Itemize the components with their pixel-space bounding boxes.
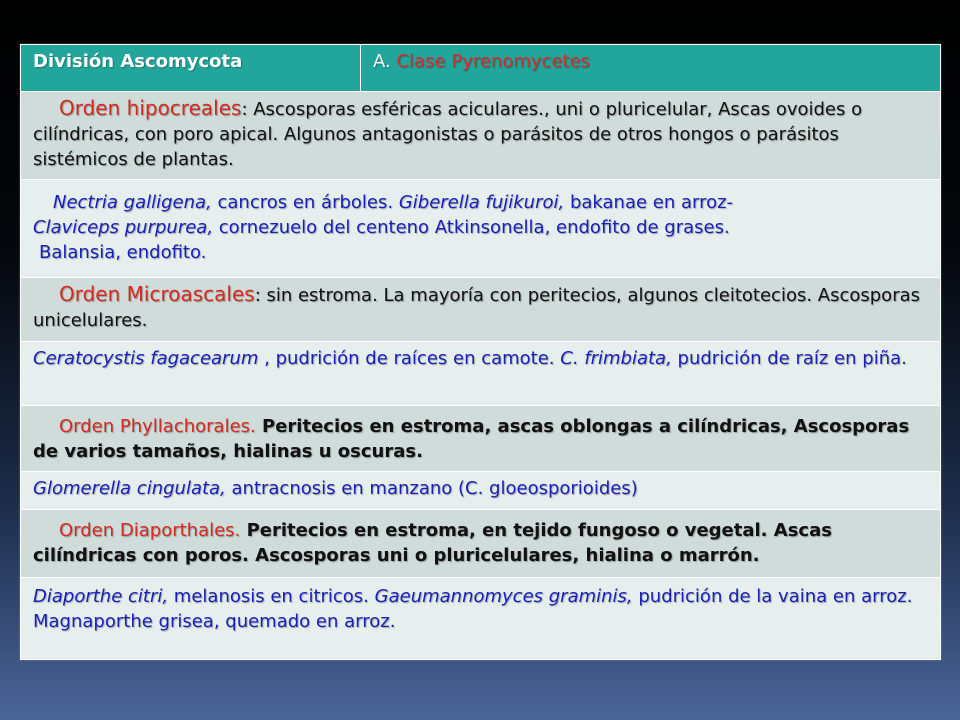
species-claviceps: Claviceps purpurea, (33, 217, 214, 238)
glomerella-disease: antracnosis en manzano (C. gloeosporioides) (225, 478, 638, 499)
division-cell (21, 45, 361, 92)
hypocreales-description-cell (21, 92, 941, 180)
microascales-description: : sin estroma. La mayoría con peritecios, algunos cleitotecios. Ascosporas unicelulares. (33, 285, 921, 331)
division-title: División Ascomycota (33, 51, 243, 72)
microascales-examples-cell (21, 342, 941, 406)
phyllachorales-examples-row (21, 472, 941, 510)
order-hypocreales: Orden hipocreales (59, 96, 242, 120)
nectria-disease: cancros en árboles. (211, 192, 399, 213)
diaporthales-examples-row (21, 578, 941, 660)
class-cell (361, 45, 941, 92)
species-ceratocystis: Ceratocystis fagacearum (33, 348, 259, 369)
diaporthe-disease: melanosis en citricos. (168, 586, 375, 607)
phyllachorales-description-row (21, 406, 941, 472)
diaporthales-examples-cell (21, 578, 941, 660)
hypocreales-description: : Ascosporas esféricas aciculares., uni o pluricelular, Ascas ovoides o cilíndricas, con poro apical. Algunos antagonistas o parásitos de otros hongos o parásitos sistémicos de plantas. (33, 99, 863, 170)
hypocreales-description-row (21, 92, 941, 180)
order-microascales: Orden Microascales (59, 282, 255, 306)
class-prefix: A. (373, 51, 397, 72)
order-phyllachorales: Orden Phyllachorales. (59, 416, 256, 437)
hypocreales-examples-row (21, 180, 941, 278)
species-diaporthe: Diaporthe citri, (33, 586, 169, 607)
species-gaeumannomyces: Gaeumannomyces graminis, (374, 586, 633, 607)
phyllachorales-examples-cell (21, 472, 941, 510)
hypocreales-examples-cell (21, 180, 941, 278)
header-row (21, 45, 941, 92)
diaporthales-description-cell (21, 510, 941, 578)
ceratocystis-disease: , pudrición de raíces en camote. (258, 348, 561, 369)
order-diaporthales: Orden Diaporthales. (59, 520, 241, 541)
phyllachorales-description-cell (21, 406, 941, 472)
frimbiata-disease: pudrición de raíz en piña. (671, 348, 907, 369)
species-nectria: Nectria galligena, (53, 192, 212, 213)
balansia-text: Balansia, endofito. (39, 242, 207, 263)
claviceps-disease: cornezuelo del centeno Atkinsonella, endofito de grases. (213, 217, 730, 238)
gaeumannomyces-disease: pudrición de la vaina en arroz. Magnaporthe grisea, quemado en arroz. (33, 586, 913, 632)
class-title: Clase Pyrenomycetes (396, 51, 590, 72)
species-glomerella: Glomerella cingulata, (33, 478, 226, 499)
phyllachorales-description: Peritecios en estroma, ascas oblongas a cilíndricas, Ascosporas de varios tamaños, hialinas u oscuras. (33, 416, 910, 462)
giberella-disease: bakanae en arroz- (564, 192, 734, 213)
diaporthales-description: Peritecios en estroma, en tejido fungoso o vegetal. Ascas cilíndricas con poros. Ascosporas uni o pluricelulares, hialina o marrón. (33, 520, 832, 566)
species-c-frimbiata: C. frimbiata, (560, 348, 672, 369)
species-giberella: Giberella fujikuroi, (398, 192, 565, 213)
fungi-table (20, 44, 941, 660)
diaporthales-description-row (21, 510, 941, 578)
microascales-description-row (21, 278, 941, 342)
microascales-examples-row (21, 342, 941, 406)
microascales-description-cell (21, 278, 941, 342)
